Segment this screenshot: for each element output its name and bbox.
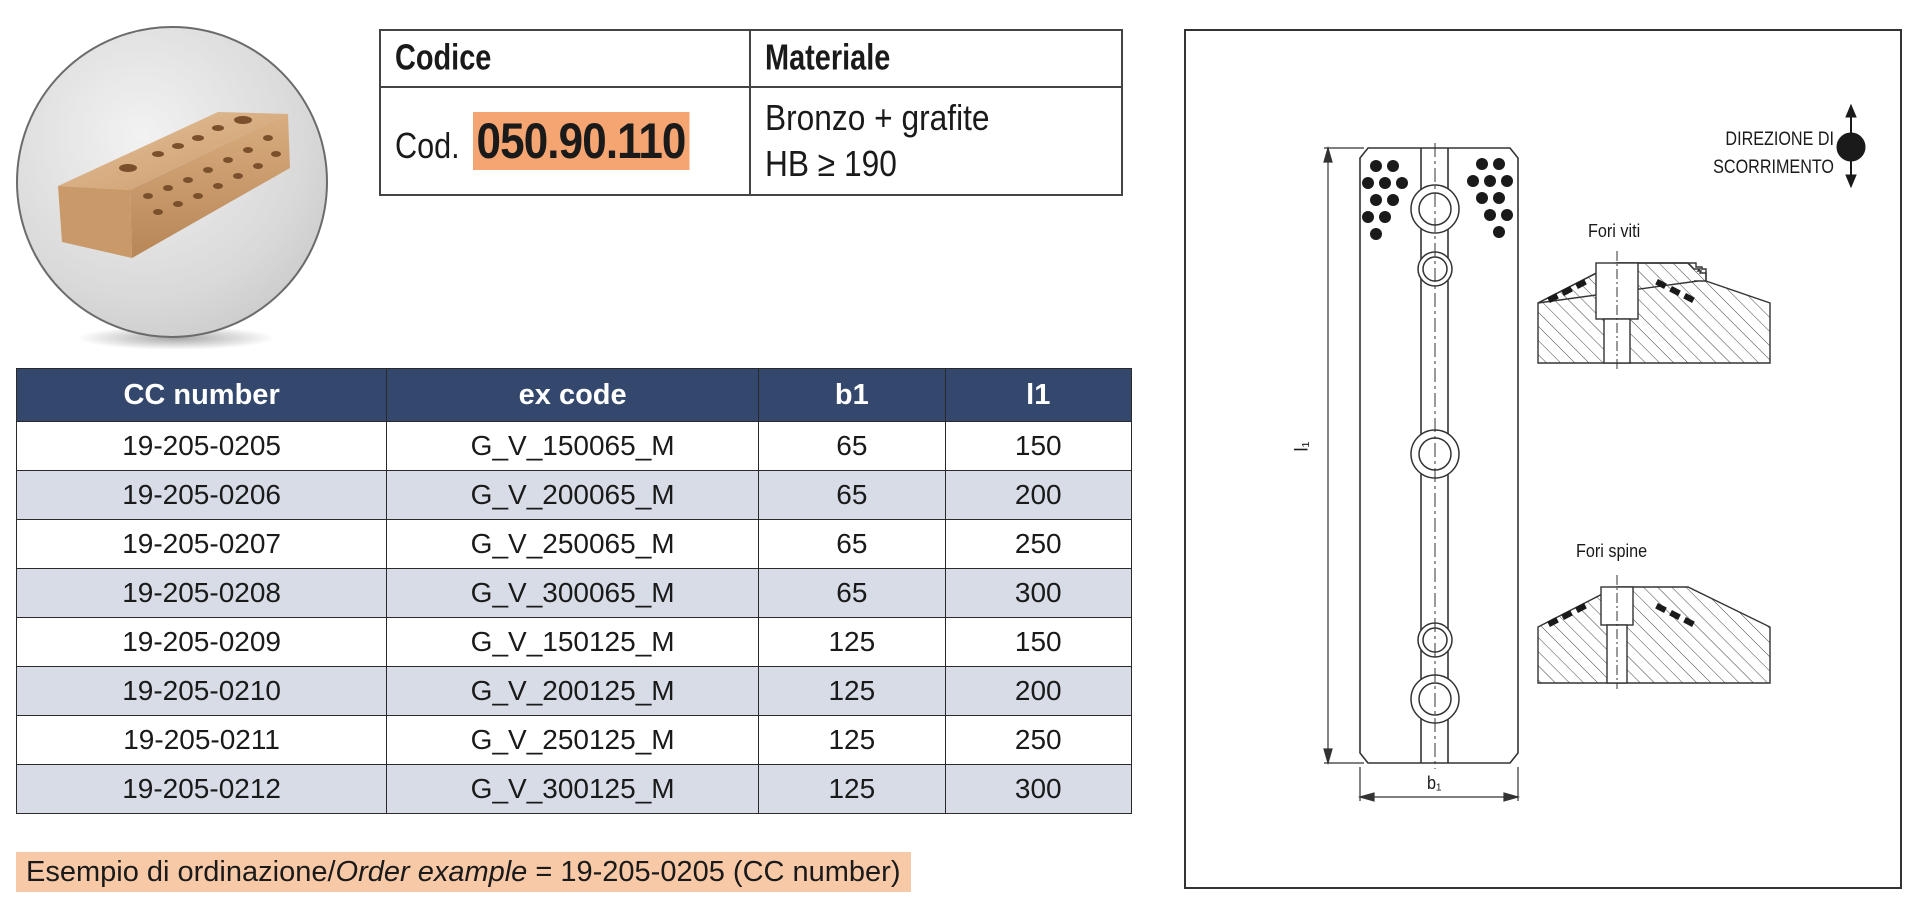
table-row xyxy=(17,765,1132,814)
order-example xyxy=(16,852,911,892)
cell-ex-code: G_V_200125_M xyxy=(387,667,759,716)
material-header: Materiale xyxy=(765,38,891,78)
material-line-2: HB ≥ 190 xyxy=(765,143,897,184)
screw-holes-label: Fori viti xyxy=(1588,221,1641,241)
table-header-row xyxy=(17,369,1132,422)
product-photo xyxy=(16,26,328,356)
code-header: Codice xyxy=(395,38,492,78)
material-cell xyxy=(750,87,1122,195)
technical-drawing xyxy=(1184,29,1902,889)
cell-cc-number: 19-205-0205 xyxy=(17,422,387,471)
cell-b1: 125 xyxy=(759,765,945,814)
order-example-prefix: Esempio di ordinazione/ xyxy=(26,856,336,888)
cell-l1: 300 xyxy=(945,765,1131,814)
material-header-cell xyxy=(750,29,1122,89)
cell-l1: 150 xyxy=(945,618,1131,667)
code-value: 050.90.110 xyxy=(473,112,689,170)
direction-arrow-icon xyxy=(1837,105,1865,187)
cell-b1: 65 xyxy=(759,569,945,618)
cell-l1: 250 xyxy=(945,716,1131,765)
cell-l1: 250 xyxy=(945,520,1131,569)
pin-hole-section xyxy=(1538,575,1770,689)
cell-ex-code: G_V_300065_M xyxy=(387,569,759,618)
cell-b1: 125 xyxy=(759,667,945,716)
cell-ex-code: G_V_250065_M xyxy=(387,520,759,569)
cell-ex-code: G_V_300125_M xyxy=(387,765,759,814)
cell-l1: 200 xyxy=(945,471,1131,520)
cell-cc-number: 19-205-0210 xyxy=(17,667,387,716)
cell-b1: 125 xyxy=(759,716,945,765)
screw-hole-section xyxy=(1538,251,1770,369)
material-line-1: Bronzo + grafite xyxy=(765,97,990,138)
order-example-suffix: = 19-205-0205 (CC number) xyxy=(527,856,901,888)
header-l1: l1 xyxy=(945,369,1131,422)
cell-ex-code: G_V_150125_M xyxy=(387,618,759,667)
cell-b1: 65 xyxy=(759,422,945,471)
cell-l1: 200 xyxy=(945,667,1131,716)
cell-cc-number: 19-205-0207 xyxy=(17,520,387,569)
header-ex-code: ex code xyxy=(387,369,759,422)
header-b1: b1 xyxy=(759,369,945,422)
cell-cc-number: 19-205-0206 xyxy=(17,471,387,520)
code-cell xyxy=(380,87,750,195)
sliding-direction-label xyxy=(1690,126,1835,182)
cell-ex-code: G_V_150065_M xyxy=(387,422,759,471)
code-header-cell xyxy=(380,29,750,89)
cell-cc-number: 19-205-0211 xyxy=(17,716,387,765)
cell-cc-number: 19-205-0212 xyxy=(17,765,387,814)
code-material-table xyxy=(379,29,1123,196)
cell-cc-number: 19-205-0209 xyxy=(17,618,387,667)
code-prefix: Cod. xyxy=(395,125,460,166)
cell-ex-code: G_V_200065_M xyxy=(387,471,759,520)
table-row xyxy=(17,618,1132,667)
direction-line-2: SCORRIMENTO xyxy=(1713,157,1834,178)
cell-b1: 125 xyxy=(759,618,945,667)
length-dimension-label: l₁ xyxy=(1291,441,1312,452)
table-row xyxy=(17,422,1132,471)
pin-holes-label: Fori spine xyxy=(1576,541,1648,561)
bronze-plate-illustration xyxy=(18,28,326,336)
cell-b1: 65 xyxy=(759,520,945,569)
dimension-l1 xyxy=(1324,148,1364,763)
direction-line-1: DIREZIONE DI xyxy=(1725,129,1834,150)
table-row xyxy=(17,569,1132,618)
cell-b1: 65 xyxy=(759,471,945,520)
table-row xyxy=(17,716,1132,765)
cell-ex-code: G_V_250125_M xyxy=(387,716,759,765)
table-row xyxy=(17,667,1132,716)
width-dimension-label: b₁ xyxy=(1427,773,1442,793)
table-row xyxy=(17,520,1132,569)
product-table xyxy=(16,368,1132,814)
cell-l1: 300 xyxy=(945,569,1131,618)
order-example-italic: Order example xyxy=(335,856,528,888)
cell-cc-number: 19-205-0208 xyxy=(17,569,387,618)
header-cc-number: CC number xyxy=(17,369,387,422)
cell-l1: 150 xyxy=(945,422,1131,471)
table-row xyxy=(17,471,1132,520)
product-photo-circle xyxy=(16,26,328,338)
